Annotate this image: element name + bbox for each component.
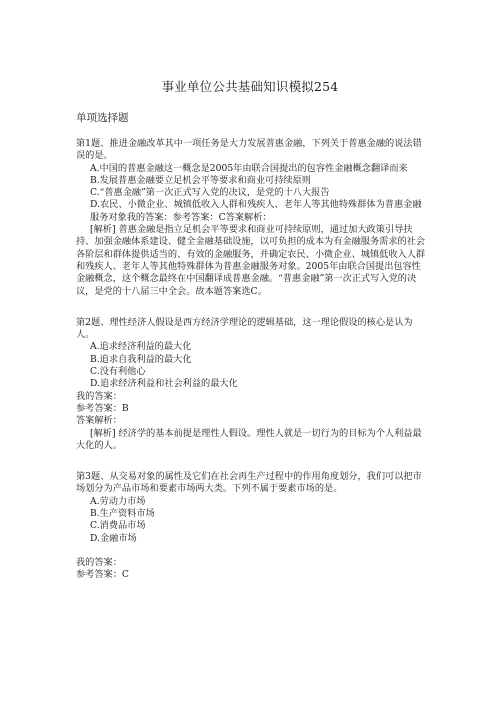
analysis-label: 答案解析： (76, 415, 122, 427)
option-c: C.消费品市场 (90, 520, 146, 532)
question-list (76, 138, 426, 582)
option-c: C.没有利他心 (90, 366, 146, 378)
question-1 (76, 138, 426, 298)
page-title: 事业单位公共基础知识模拟254 (161, 79, 339, 94)
option-a: A.劳动力市场 (90, 495, 146, 507)
option-a: A.追求经济利益的最大化 (90, 341, 192, 353)
question-stem: 第3题、从交易对象的属性及它们在社会再生产过程中的作用角度划分，我们可以把市场划分为产品市场和要素市场两大类。下列不属于要素市场的是。 (76, 471, 422, 495)
answer-explanation: [解析] 经济学的基本前提是理性人假设。理性人就是一切行为的目标为个人利益最大化的人。 (76, 427, 422, 451)
my-answer: 我的答案： (76, 390, 122, 402)
question-stem: 第2题、理性经济人假设是西方经济学理论的逻辑基础，这一理论假设的核心是认为人。 (76, 316, 413, 341)
option-d: D.追求经济利益和社会利益的最大化 (90, 378, 238, 390)
reference-answer: 参考答案：B (76, 402, 129, 414)
question-3 (76, 471, 426, 581)
option-d: D.金融市场 (90, 532, 137, 544)
option-b: B.追求自我利益的最大化 (90, 353, 192, 365)
answer-explanation: [解析] 普惠金融是指立足机会平等要求和商业可持续原则，通过加大政策引导扶持、加强金融体系建设、健全金融基础设施，以可负担的成本为有金融服务需求的社会各阶层和群体提供适当的、有效的金融服务，并确定农民、小微企业、城镇低收入人群和残疾人、老年人等其他特殊群体为普惠金融服务对象。2005年由联合国提出包容性金融概念，这个概念最终在中国翻译成普惠金融。“普惠金融”第一次正式写入党的决议，是党的十八届三中全会。故本题答案选C。 (76, 224, 426, 297)
my-answer: 我的答案： (76, 556, 122, 568)
option-b: B.发展普惠金融要立足机会平等要求和商业可持续原则 (90, 174, 311, 186)
section-heading: 单项选择题 (76, 112, 129, 124)
option-c: C.“普惠金融”第一次正式写入党的决议，是党的十八大报告 (90, 187, 330, 199)
question-stem: 第1题、推进金融改革其中一项任务是大力发展普惠金融，下列关于普惠金融的说法错误的是。 (76, 138, 422, 162)
spacer (76, 545, 426, 557)
reference-answer: 参考答案：C (76, 569, 129, 581)
option-b: B.生产资料市场 (90, 508, 155, 520)
question-2 (76, 317, 426, 452)
option-d: D.农民、小微企业、城镇低收入人群和残疾人、老年人等其他特殊群体为普惠金融服务对象我的答案：参考答案：C答案解析： (90, 199, 422, 223)
option-a: A.中国的普惠金融这一概念是2005年由联合国提出的包容性金融概念翻译而来 (90, 162, 408, 174)
